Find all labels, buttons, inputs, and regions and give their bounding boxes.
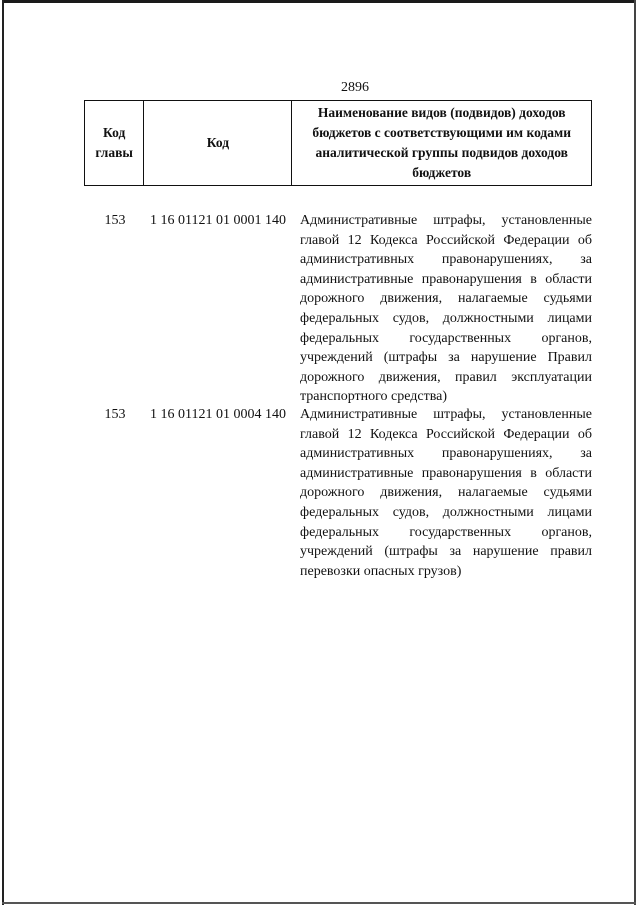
header-kod-glavy: Код главы [85, 101, 144, 186]
table-header [84, 100, 592, 186]
header-row [85, 101, 592, 186]
header-naimenovanie: Наименование видов (подвидов) доходов бюджетов с соответствующими им кодами аналитической группы подвидов доходов бюджетов [292, 101, 592, 186]
row-kod: 1 16 01121 01 0004 140 [150, 407, 286, 422]
scan-border-bottom [2, 902, 636, 904]
row-kod-glavy: 153 [104, 213, 126, 228]
row-kod: 1 16 01121 01 0001 140 [150, 213, 286, 228]
row-kod-glavy: 153 [104, 407, 126, 422]
scan-border-right [634, 0, 636, 905]
row-description: Административные штрафы, установленные главой 12 Кодекса Российской Федерации об административных правонарушениях, за административные правонарушения в области дорожного движения, налагаемые судьями федеральных судов, должностными лицами федеральных государственных органов, учреждений (штрафы за нарушение правил перевозки опасных грузов) [300, 407, 592, 579]
scan-border-top [2, 0, 636, 3]
header-kod: Код [144, 101, 292, 186]
page-number: 2896 [341, 80, 369, 95]
row-description: Административные штрафы, установленные главой 12 Кодекса Российской Федерации об административных правонарушениях, за административные правонарушения в области дорожного движения, налагаемые судьями федеральных судов, должностными лицами федеральных государственных органов, учреждений (штрафы за нарушение Правил дорожного движения, правил эксплуатации транспортного средства) [300, 213, 592, 405]
scan-border-left [2, 0, 4, 905]
